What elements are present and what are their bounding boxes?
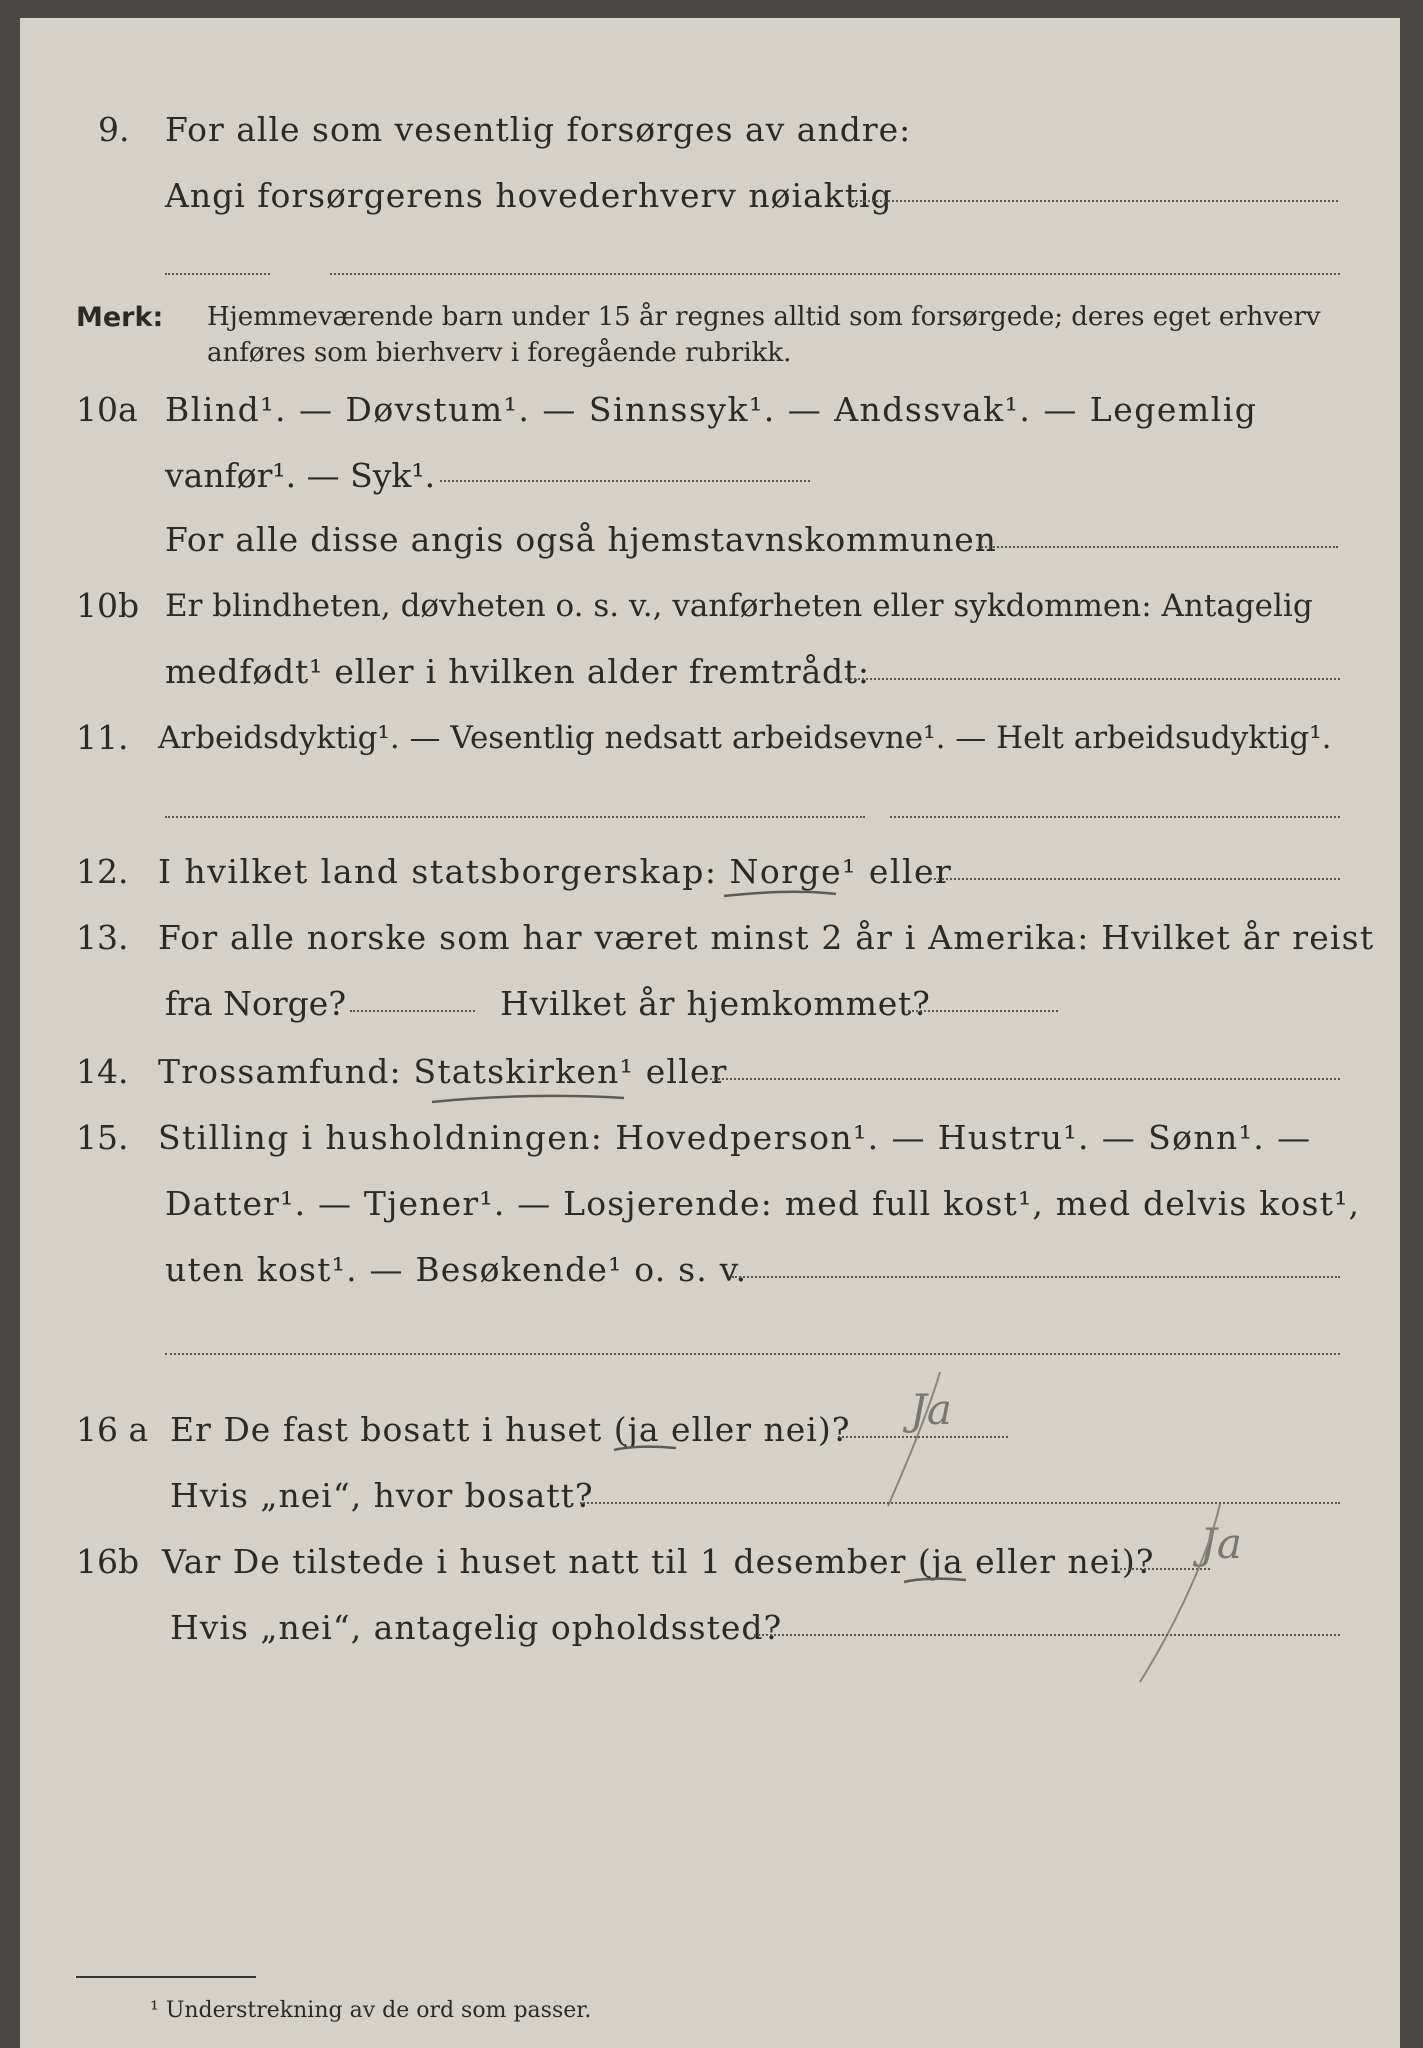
q11-number: 11. <box>76 718 129 757</box>
q15-line2: Datter¹. — Tjener¹. — Losjerende: med full kost¹, med delvis kost¹, <box>165 1184 1361 1223</box>
q10a-line2: vanfør¹. — Syk¹. <box>165 456 436 495</box>
q16b-line2: Hvis „nei“, antagelig opholdssted? <box>170 1608 783 1647</box>
q14-number: 14. <box>76 1052 129 1091</box>
q15-line1: Stilling i husholdningen: Hovedperson¹. — Hustru¹. — Sønn¹. — <box>158 1118 1312 1157</box>
q13-return-line <box>908 1010 1058 1012</box>
q16a-number: 16 a <box>76 1410 149 1449</box>
q10b-line2: medfødt¹ eller i hvilken alder fremtrådt: <box>165 652 870 691</box>
q10a-sick-line <box>440 480 810 482</box>
form-page <box>20 18 1400 2048</box>
q12-line1: I hvilket land statsborgerskap: Norge¹ eller <box>158 852 953 891</box>
q13-line2a: fra Norge? <box>165 984 347 1023</box>
q16a-ja-underline <box>610 1442 680 1456</box>
q11-answer-line-b <box>890 816 1340 818</box>
q9-line1: For alle som vesentlig forsørges av andre: <box>165 110 912 149</box>
q16b-pencil-stroke <box>1120 1498 1230 1688</box>
q10a-kommune-line <box>978 546 1338 548</box>
q13-number: 13. <box>76 918 129 957</box>
q13-line1: For alle norske som har været minst 2 år i Amerika: Hvilket år reist <box>158 918 1375 957</box>
q10b-number: 10b <box>76 586 140 625</box>
q16b-place-line <box>754 1634 1340 1636</box>
q16b-number: 16b <box>76 1542 140 1581</box>
q12-norge-underline <box>720 886 840 902</box>
q9-line2: Angi forsørgerens hovederhverv nøiaktig <box>165 176 893 215</box>
q12-number: 12. <box>76 852 129 891</box>
merk-line2: anføres som bierhverv i foregående rubrikk. <box>207 338 792 368</box>
q15-answer-line <box>732 1276 1340 1278</box>
q10a-line1: Blind¹. — Døvstum¹. — Sinnssyk¹. — Andssvak¹. — Legemlig <box>165 390 1258 429</box>
q10b-answer-line <box>845 678 1340 680</box>
footnote: ¹ Understrekning av de ord som passer. <box>150 1998 592 2023</box>
q13-line2b: Hvilket år hjemkommet? <box>500 984 931 1023</box>
footnote-rule <box>76 1976 256 1978</box>
q16a-handwritten-answer: Ja <box>910 1385 952 1434</box>
q14-answer-line <box>710 1078 1340 1080</box>
q14-statskirken-underline <box>428 1090 628 1108</box>
q9-answer-line <box>848 200 1338 202</box>
q15-number: 15. <box>76 1118 129 1157</box>
q16b-handwritten-answer: Ja <box>1200 1519 1242 1568</box>
q16b-line1: Var De tilstede i huset natt til 1 desember (ja eller nei)? <box>162 1542 1155 1581</box>
q10b-line1: Er blindheten, døvheten o. s. v., vanførheten eller sykdommen: Antagelig <box>165 588 1313 624</box>
q9-extra-line-a <box>165 273 270 275</box>
q16a-pencil-stroke <box>870 1366 950 1516</box>
merk-line1: Hjemmeværende barn under 15 år regnes alltid som forsørgede; deres eget erhverv <box>207 302 1321 332</box>
q16b-ja-underline <box>900 1574 970 1588</box>
q15-extra-line <box>165 1353 1340 1355</box>
q12-answer-line <box>930 878 1340 880</box>
q14-line1: Trossamfund: Statskirken¹ eller <box>158 1052 728 1091</box>
q16a-line1: Er De fast bosatt i huset (ja eller nei)? <box>170 1410 851 1449</box>
q13-left-line <box>350 1010 475 1012</box>
merk-label: Merk: <box>76 302 164 333</box>
q11-line1: Arbeidsdyktig¹. — Vesentlig nedsatt arbeidsevne¹. — Helt arbeidsudyktig¹. <box>158 720 1332 756</box>
q10a-line3: For alle disse angis også hjemstavnskommunen <box>165 520 997 559</box>
q16a-line2: Hvis „nei“, hvor bosatt? <box>170 1476 594 1515</box>
q11-answer-line-a <box>165 816 865 818</box>
q15-line3: uten kost¹. — Besøkende¹ o. s. v. <box>165 1250 748 1289</box>
q10a-number: 10a <box>76 390 138 429</box>
q9-number: 9. <box>98 110 130 149</box>
q9-extra-line-b <box>330 273 1340 275</box>
